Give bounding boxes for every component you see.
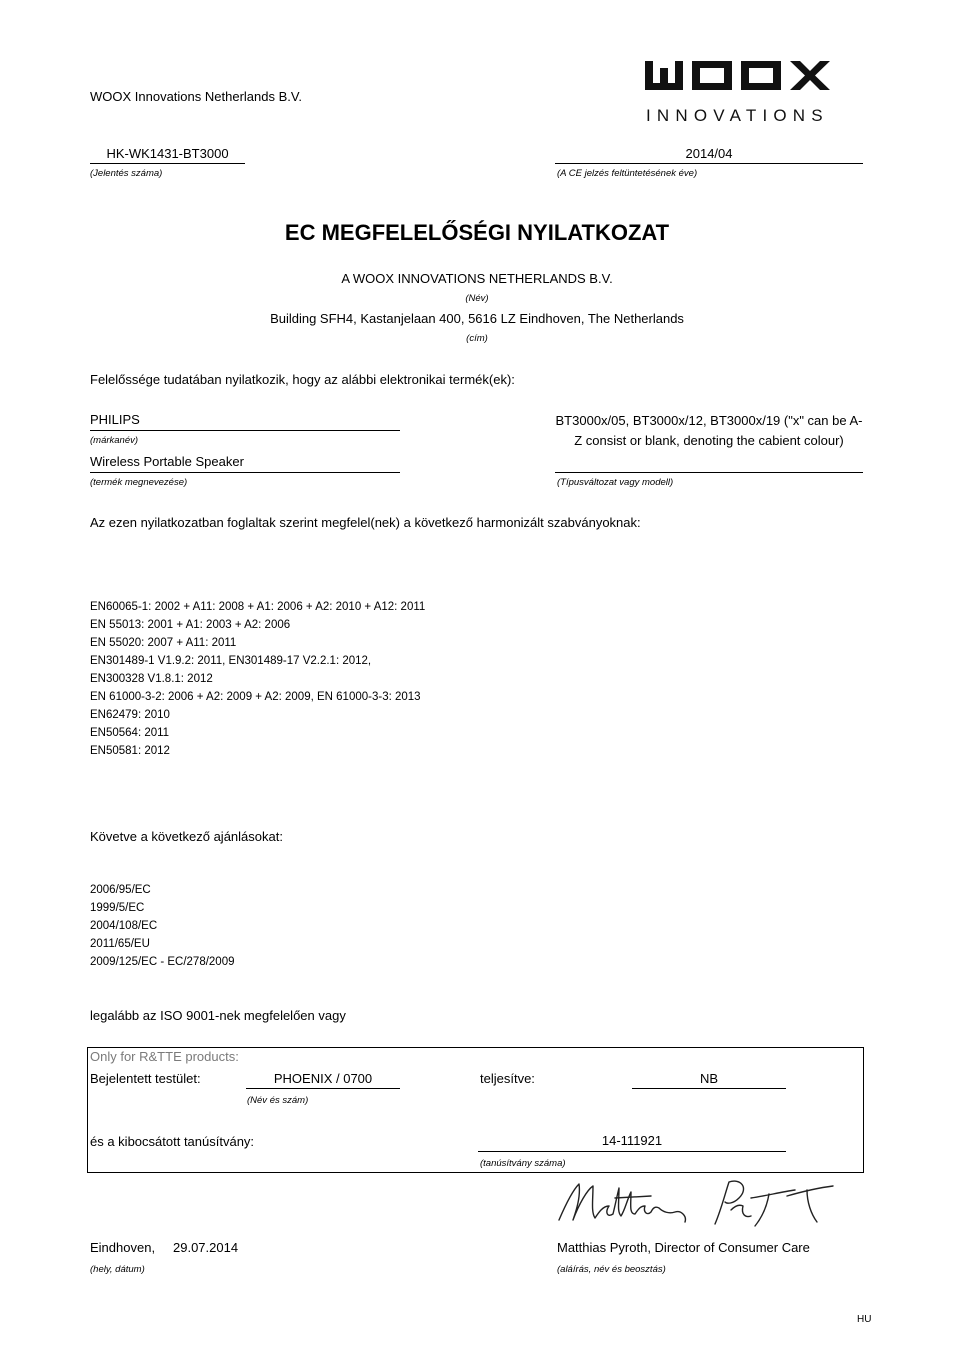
recommendations-list: [90, 881, 235, 971]
recommendation-item: 2004/108/EC: [90, 920, 158, 932]
language-code: HU: [857, 1314, 872, 1325]
report-number: HK-WK1431-BT3000: [106, 146, 229, 161]
recommendation-item: 1999/5/EC: [90, 902, 145, 914]
declarant-name-caption: (Név): [465, 293, 489, 304]
certificate-line: [478, 1151, 786, 1152]
performed-label: teljesítve:: [480, 1071, 535, 1086]
standard-item: EN50564: 2011: [90, 727, 170, 739]
recommendation-item: 2011/65/EU: [90, 938, 150, 950]
brand: PHILIPS: [90, 412, 140, 427]
declarant-address-caption: (cím): [466, 333, 488, 344]
certificate-caption: (tanúsítvány száma): [480, 1158, 566, 1169]
performed-line: [632, 1088, 786, 1089]
rtte-header: Only for R&TTE products:: [90, 1049, 239, 1064]
brand-caption: (márkanév): [90, 435, 139, 446]
date: 29.07.2014: [173, 1240, 239, 1255]
place: Eindhoven,: [90, 1240, 156, 1255]
company-header: WOOX Innovations Netherlands B.V.: [90, 89, 302, 104]
ce-year-caption: (A CE jelzés feltüntetésének éve): [557, 168, 698, 179]
recommendation-item: 2006/95/EC: [90, 884, 151, 896]
standard-item: EN62479: 2010: [90, 709, 170, 721]
declarant-name: A WOOX INNOVATIONS NETHERLANDS B.V.: [341, 271, 613, 286]
standard-item: EN60065-1: 2002 + A11: 2008 + A1: 2006 + A2: 2010 + A12: 2011: [90, 601, 426, 613]
product-name: Wireless Portable Speaker: [90, 454, 244, 469]
recommendations-intro: Követve a következő ajánlásokat:: [90, 829, 283, 844]
document-title: EC MEGFELELŐSÉGI NYILATKOZAT: [284, 220, 670, 245]
signatory: Matthias Pyroth, Director of Consumer Care: [557, 1240, 810, 1255]
standard-item: EN300328 V1.8.1: 2012: [90, 673, 213, 685]
notified-body-label: Bejelentett testület:: [90, 1071, 201, 1086]
report-number-line: [90, 163, 245, 164]
signatory-caption: (aláírás, név és beosztás): [557, 1264, 666, 1275]
standard-item: EN301489-1 V1.9.2: 2011, EN301489-17 V2.2.1: 2012,: [90, 655, 372, 667]
ce-year: 2014/04: [685, 146, 733, 161]
model-line: [555, 472, 863, 473]
iso-text: legalább az ISO 9001-nek megfelelően vagy: [90, 1008, 346, 1023]
ce-year-line: [555, 163, 863, 164]
woox-logo: [640, 56, 850, 132]
certificate-label: és a kibocsátott tanúsítvány:: [90, 1134, 255, 1149]
notified-body-value: PHOENIX / 0700: [273, 1071, 373, 1086]
standard-item: EN50581: 2012: [90, 745, 170, 757]
standard-item: EN 55013: 2001 + A1: 2003 + A2: 2006: [90, 619, 291, 631]
model-caption: (Típusváltozat vagy modell): [557, 477, 674, 488]
product-name-caption: (termék megnevezése): [90, 477, 188, 488]
standard-item: EN 55020: 2007 + A11: 2011: [90, 637, 237, 649]
notified-body-caption: (Név és szám): [247, 1095, 309, 1106]
logo-subtitle: INNOVATIONS: [646, 106, 829, 125]
notified-body-line: [246, 1088, 400, 1089]
model: BT3000x/05, BT3000x/12, BT3000x/19 ("x" can be A-Z consist or blank, denoting the cabient colour): [555, 413, 863, 448]
certificate-value: 14-111921: [601, 1133, 663, 1148]
declarant-address: Building SFH4, Kastanjelaan 400, 5616 LZ Eindhoven, The Netherlands: [270, 311, 684, 326]
rtte-box: [87, 1047, 864, 1173]
standards-list: [90, 598, 425, 760]
place-date-caption: (hely, dátum): [90, 1264, 145, 1275]
recommendation-item: 2009/125/EC - EC/278/2009: [90, 956, 235, 968]
brand-line: [90, 430, 400, 431]
report-number-caption: (Jelentés száma): [90, 168, 163, 179]
performed-value: NB: [699, 1071, 719, 1086]
standard-item: EN 61000-3-2: 2006 + A2: 2009 + A2: 2009, EN 61000-3-3: 2013: [90, 691, 421, 703]
product-name-line: [90, 472, 400, 473]
signature-graphic: [555, 1176, 840, 1236]
declaration-intro: Felelőssége tudatában nyilatkozik, hogy az alábbi elektronikai termék(ek):: [90, 372, 515, 387]
standards-intro: Az ezen nyilatkozatban foglaltak szerint megfelel(nek) a következő harmonizált szabványoknak:: [90, 515, 641, 530]
signature: [555, 1176, 840, 1236]
